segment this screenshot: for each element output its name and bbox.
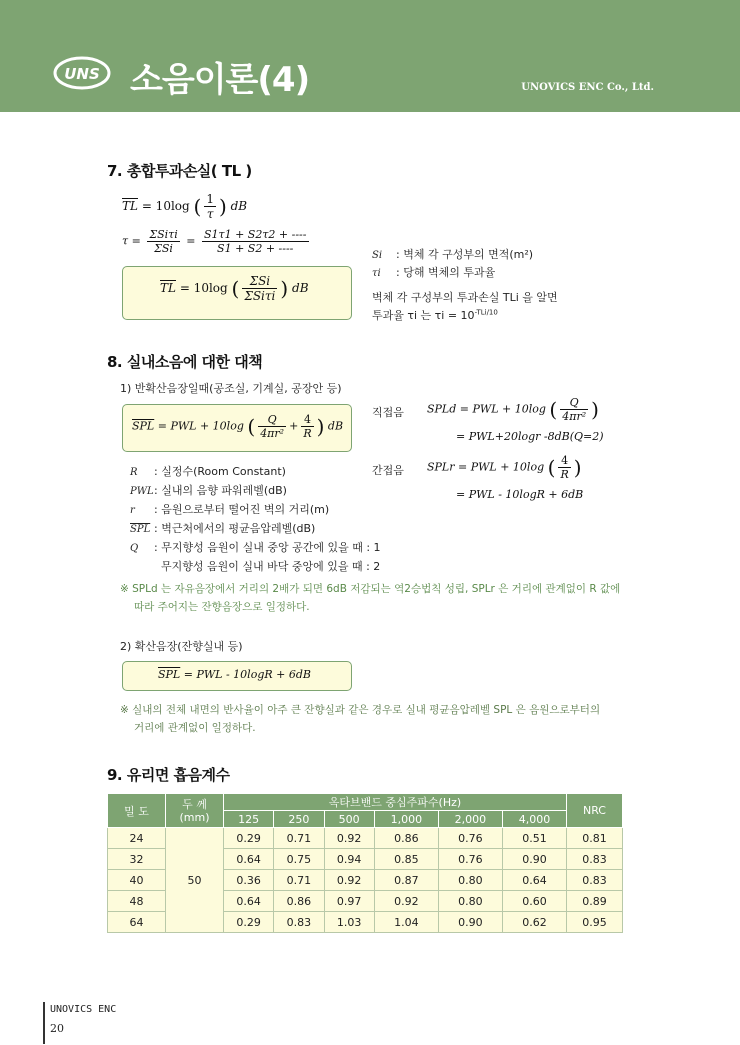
header-nrc: NRC <box>567 794 623 828</box>
cell-nrc: 0.89 <box>567 891 623 912</box>
cell-density: 48 <box>108 891 166 912</box>
cell-value: 0.76 <box>438 828 502 849</box>
header-octave-band: 옥타브밴드 중심주파수(Hz) <box>224 794 567 811</box>
note-1-line-2: 따라 주어지는 잔향음장으로 일정하다. <box>134 601 310 613</box>
cell-value: 0.94 <box>324 849 374 870</box>
legend-si: Si : 벽체 각 구성부의 면적(m²) <box>372 248 534 261</box>
cell-value: 0.75 <box>274 849 324 870</box>
header-company: UNOVICS ENC Co., Ltd. <box>521 82 654 93</box>
table-row <box>108 828 623 849</box>
section-9-title: 9. 유리면 흡음계수 <box>107 766 230 784</box>
cell-nrc: 0.81 <box>567 828 623 849</box>
definition-item: $\overline{SPL}$ : 벽근처에서의 평균음압레벨(dB) <box>130 522 316 535</box>
cell-value: 0.64 <box>224 891 274 912</box>
absorption-table <box>107 793 623 933</box>
direct-sound-formula-1: SPLd = PWL + 10log ( $\frac{Q}{\text{4πr²}}$ ) <box>427 396 599 423</box>
cell-value: 0.92 <box>374 891 438 912</box>
cell-value: 0.85 <box>374 849 438 870</box>
cell-thickness: 50 <box>166 828 224 933</box>
cell-value: 0.71 <box>274 828 324 849</box>
tl-result-formula: $\overline{TL} = 10\log$ ( $\frac{\text{ΣSi}}{\text{ΣSiτi}}$ ) dB <box>160 274 309 303</box>
tau-formula: τ = $\frac{\text{ΣSiτi}}{\text{ΣSi}}$ = $\frac{S1\tau 1 + S2\tau 2 + ----}{S1 + S2 + ----}$ <box>122 228 307 255</box>
cell-value: 0.90 <box>438 912 502 933</box>
note-1-line-1: ※ SPLd 는 자유음장에서 거리의 2배가 되면 6dB 저감되는 역2승법칙 성립, SPLr 은 거리에 관계없이 R 값에 <box>120 583 621 595</box>
header-freq: 2,000 <box>438 811 502 828</box>
indirect-sound-label: 간접음 <box>372 464 404 477</box>
direct-sound-formula-2: = PWL+20logr -8dB(Q=2) <box>456 430 604 443</box>
tl-formula: $\overline{TL} = 10\log$ ( $\frac{1}{\tau}$ ) dB <box>122 192 248 221</box>
cell-value: 0.29 <box>224 828 274 849</box>
cell-value: 0.90 <box>502 849 566 870</box>
cell-value: 0.60 <box>502 891 566 912</box>
header-freq: 250 <box>274 811 324 828</box>
cell-value: 0.62 <box>502 912 566 933</box>
cell-value: 0.64 <box>502 870 566 891</box>
definition-item: R : 실정수(Room Constant) <box>130 465 286 478</box>
definition-item: 무지향성 음원이 실내 바닥 중앙에 있을 때 : 2 <box>154 560 381 573</box>
cell-value: 0.76 <box>438 849 502 870</box>
cell-value: 0.92 <box>324 828 374 849</box>
cell-value: 1.03 <box>324 912 374 933</box>
legend-tau: τi : 당해 벽체의 투과율 <box>372 266 496 279</box>
svg-text:UNS: UNS <box>64 65 100 83</box>
page-number: 20 <box>50 1022 64 1035</box>
header-thickness: 두 께 (mm) <box>166 794 224 828</box>
cell-value: 0.64 <box>224 849 274 870</box>
cell-value: 0.51 <box>502 828 566 849</box>
cell-value: 0.36 <box>224 870 274 891</box>
cell-value: 0.83 <box>274 912 324 933</box>
footer-divider <box>43 1002 45 1044</box>
subsection-2-title: 2) 확산음장(잔향실내 등) <box>120 640 243 653</box>
cell-value: 1.04 <box>374 912 438 933</box>
cell-value: 0.80 <box>438 891 502 912</box>
definition-item: r : 음원으로부터 떨어진 벽의 거리(m) <box>130 503 330 516</box>
cell-value: 0.86 <box>274 891 324 912</box>
spl-semi-diffuse-formula: $\overline{SPL}$ = PWL + 10log ( $\frac{Q}{\text{4πr²}}$ + $\frac{4}{R}$ ) dB <box>132 413 344 440</box>
cell-value: 0.92 <box>324 870 374 891</box>
cell-value: 0.29 <box>224 912 274 933</box>
cell-nrc: 0.83 <box>567 870 623 891</box>
subsection-1-title: 1) 반확산음장일때(공조실, 기계실, 공장안 등) <box>120 382 342 395</box>
header-freq: 1,000 <box>374 811 438 828</box>
cell-nrc: 0.83 <box>567 849 623 870</box>
cell-density: 32 <box>108 849 166 870</box>
indirect-sound-formula-2: = PWL - 10logR + 6dB <box>456 488 584 501</box>
spl-diffuse-formula: $\overline{SPL}$ = PWL - 10logR + 6dB <box>158 668 311 681</box>
cell-density: 40 <box>108 870 166 891</box>
definition-item: Q : 무지향성 음원이 실내 중앙 공간에 있을 때 : 1 <box>130 541 381 554</box>
cell-value: 0.87 <box>374 870 438 891</box>
page-header <box>0 0 740 112</box>
note-2-line-1: ※ 실내의 전체 내면의 반사율이 아주 큰 잔향실과 같은 경우로 실내 평균음압레벨 SPL 은 음원으로부터의 <box>120 704 601 716</box>
legend-line-2: 투과율 τi 는 $\tau i = 10^{-TLi/10}$ <box>372 308 498 322</box>
section-7-title: 7. 총합투과손실( TL ) <box>107 162 252 180</box>
cell-value: 0.86 <box>374 828 438 849</box>
uns-logo-icon <box>52 52 112 94</box>
footer-company: UNOVICS ENC <box>50 1004 117 1015</box>
header-freq: 500 <box>324 811 374 828</box>
indirect-sound-formula-1: SPLr = PWL + 10log ( $\frac{4}{R}$ ) <box>427 454 582 481</box>
header-freq: 4,000 <box>502 811 566 828</box>
header-freq: 125 <box>224 811 274 828</box>
page-title: 소음이론(4) <box>130 60 310 100</box>
cell-density: 64 <box>108 912 166 933</box>
note-2-line-2: 거리에 관계없이 일정하다. <box>134 722 256 734</box>
cell-density: 24 <box>108 828 166 849</box>
section-8-title: 8. 실내소음에 대한 대책 <box>107 353 263 371</box>
header-density: 밀 도 <box>108 794 166 828</box>
definition-item: PWL: 실내의 음향 파워레벨(dB) <box>130 484 287 497</box>
cell-value: 0.80 <box>438 870 502 891</box>
cell-value: 0.71 <box>274 870 324 891</box>
direct-sound-label: 직접음 <box>372 406 404 419</box>
legend-line-1: 벽체 각 구성부의 투과손실 TLi 을 알면 <box>372 291 558 304</box>
cell-value: 0.97 <box>324 891 374 912</box>
cell-nrc: 0.95 <box>567 912 623 933</box>
